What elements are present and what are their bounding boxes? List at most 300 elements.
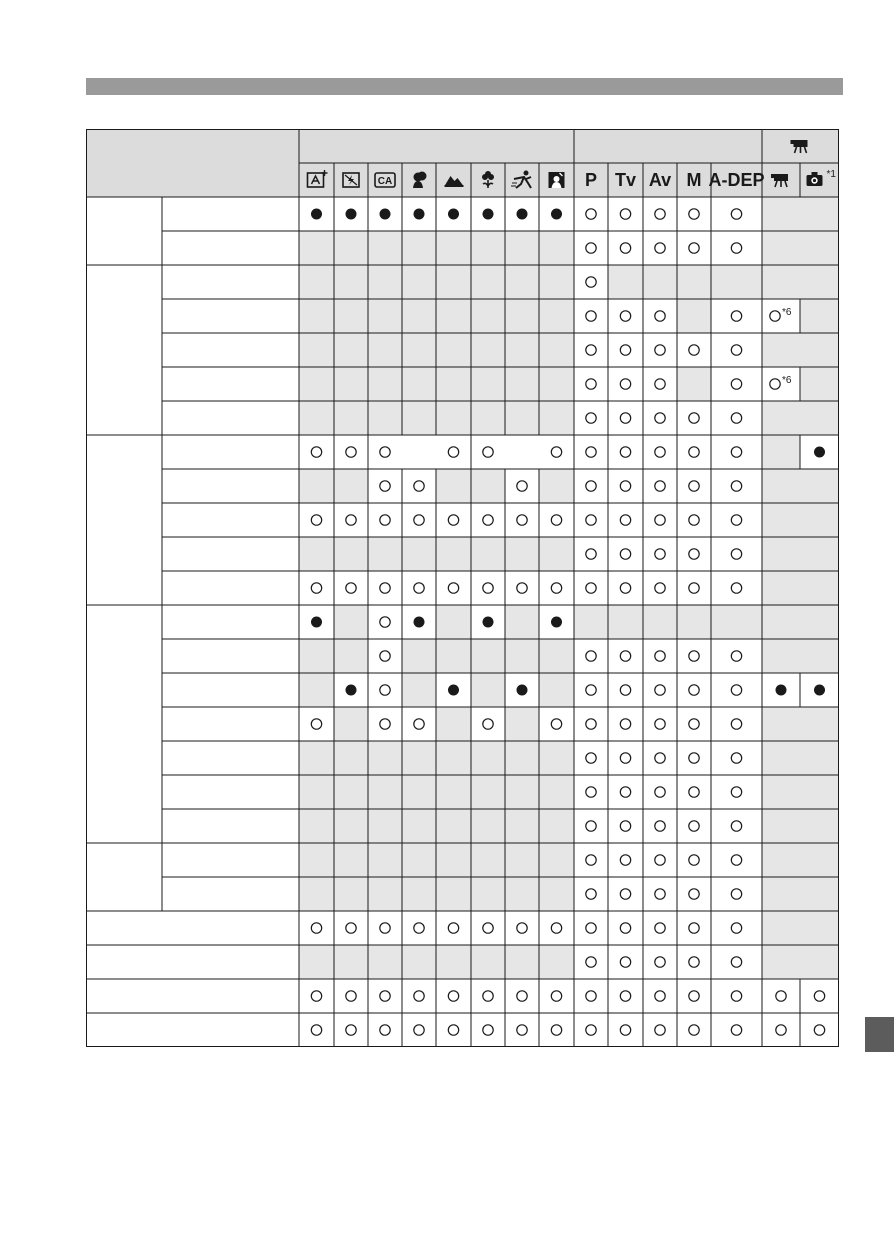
row-label-cell xyxy=(86,401,299,435)
chapter-index-tab xyxy=(865,1017,894,1052)
function-availability-table xyxy=(86,129,839,1047)
filled-circle-icon xyxy=(483,617,494,628)
table-cell xyxy=(368,809,402,843)
table-cell xyxy=(643,299,677,333)
table-cell xyxy=(762,197,839,231)
table-cell xyxy=(505,401,539,435)
table-cell xyxy=(505,231,539,265)
filled-circle-icon xyxy=(448,209,459,220)
table-cell xyxy=(711,469,762,503)
table-cell xyxy=(574,265,608,299)
table-cell xyxy=(574,741,608,775)
table-cell xyxy=(334,707,368,741)
table-cell xyxy=(368,537,402,571)
table-cell xyxy=(334,333,368,367)
table-cell xyxy=(368,673,402,707)
table-cell xyxy=(643,503,677,537)
table-cell xyxy=(334,537,368,571)
filled-circle-icon xyxy=(414,617,425,628)
table-cell xyxy=(299,673,334,707)
table-cell xyxy=(368,911,402,945)
table-cell xyxy=(436,265,471,299)
table-cell xyxy=(677,877,711,911)
table-cell xyxy=(643,945,677,979)
table-cell xyxy=(402,639,436,673)
table-cell xyxy=(436,775,471,809)
table-cell xyxy=(471,707,505,741)
row-label-cell xyxy=(86,537,299,571)
row-label-cell xyxy=(86,673,299,707)
table-cell xyxy=(574,299,608,333)
table-cell xyxy=(762,401,839,435)
table-cell xyxy=(471,843,505,877)
row-label-cell xyxy=(86,809,299,843)
table-cell xyxy=(574,503,608,537)
table-cell xyxy=(368,333,402,367)
filled-circle-icon xyxy=(380,209,391,220)
table-cell xyxy=(299,809,334,843)
table-cell xyxy=(299,775,334,809)
table-cell xyxy=(574,605,608,639)
mode-label-a-dep: A-DEP xyxy=(708,170,765,190)
night-portrait-icon xyxy=(549,172,565,188)
table-cell xyxy=(711,877,762,911)
row-label-cell xyxy=(86,571,299,605)
table-cell xyxy=(711,979,762,1013)
table-cell xyxy=(643,673,677,707)
table-cell xyxy=(608,469,643,503)
table-cell xyxy=(539,809,574,843)
table-cell xyxy=(762,367,800,401)
row-label-cell xyxy=(86,775,299,809)
table-cell xyxy=(299,435,334,469)
table-cell xyxy=(711,707,762,741)
table-cell xyxy=(505,741,539,775)
table-cell xyxy=(436,707,471,741)
table-cell xyxy=(711,809,762,843)
table-cell xyxy=(643,1013,677,1047)
row-label-cell xyxy=(86,435,299,469)
table-cell xyxy=(505,843,539,877)
table-cell xyxy=(402,571,436,605)
table-cell xyxy=(574,673,608,707)
table-cell xyxy=(436,299,471,333)
table-cell xyxy=(711,605,762,639)
table-cell xyxy=(539,469,574,503)
table-cell xyxy=(471,911,505,945)
table-cell xyxy=(608,333,643,367)
table-cell xyxy=(643,571,677,605)
table-cell xyxy=(299,945,334,979)
table-cell xyxy=(334,503,368,537)
table-cell xyxy=(608,877,643,911)
table-cell xyxy=(368,843,402,877)
row-label-cell xyxy=(86,197,299,231)
table-cell xyxy=(402,741,436,775)
filled-circle-icon xyxy=(483,209,494,220)
table-cell xyxy=(711,333,762,367)
table-cell xyxy=(608,1013,643,1047)
table-cell xyxy=(762,945,839,979)
table-cell xyxy=(299,639,334,673)
table-cell xyxy=(608,775,643,809)
table-cell xyxy=(436,911,471,945)
table-cell xyxy=(539,1013,574,1047)
table-cell xyxy=(402,435,436,469)
mode-label-tv: Tv xyxy=(614,170,637,190)
table-cell xyxy=(368,469,402,503)
table-cell xyxy=(539,639,574,673)
table-cell xyxy=(608,401,643,435)
footnote-mark: *6 xyxy=(782,307,792,318)
table-cell xyxy=(505,911,539,945)
row-label-cell xyxy=(86,945,299,979)
filled-circle-icon xyxy=(346,685,357,696)
table-cell xyxy=(505,469,539,503)
table-cell xyxy=(368,1013,402,1047)
table-cell xyxy=(334,843,368,877)
table-cell xyxy=(643,843,677,877)
table-cell xyxy=(608,673,643,707)
table-cell xyxy=(608,537,643,571)
table-cell xyxy=(402,673,436,707)
table-cell xyxy=(711,843,762,877)
table-cell xyxy=(608,435,643,469)
row-label-cell xyxy=(86,469,299,503)
table-cell xyxy=(402,299,436,333)
table-cell xyxy=(677,435,711,469)
table-cell xyxy=(471,503,505,537)
table-cell xyxy=(711,503,762,537)
table-cell xyxy=(539,911,574,945)
table-cell xyxy=(711,299,762,333)
filled-circle-icon xyxy=(311,209,322,220)
section-header-bar xyxy=(86,78,843,95)
table-cell xyxy=(402,401,436,435)
filled-circle-icon xyxy=(551,209,562,220)
mode-label-m: M xyxy=(686,170,702,190)
table-cell xyxy=(574,571,608,605)
table-cell xyxy=(677,367,711,401)
table-cell xyxy=(436,367,471,401)
table-cell xyxy=(334,979,368,1013)
table-cell xyxy=(677,469,711,503)
table-cell xyxy=(608,605,643,639)
filled-circle-icon xyxy=(776,685,787,696)
table-cell xyxy=(368,775,402,809)
table-cell xyxy=(762,1013,800,1047)
table-cell xyxy=(505,299,539,333)
table-cell xyxy=(402,877,436,911)
table-cell xyxy=(711,571,762,605)
table-cell xyxy=(334,809,368,843)
table-cell xyxy=(505,537,539,571)
row-label-cell xyxy=(86,639,299,673)
table-cell xyxy=(677,809,711,843)
table-cell xyxy=(539,775,574,809)
table-cell xyxy=(402,911,436,945)
filled-circle-icon xyxy=(346,209,357,220)
table-cell xyxy=(368,265,402,299)
table-cell xyxy=(471,809,505,843)
table-cell xyxy=(471,979,505,1013)
table-cell xyxy=(677,537,711,571)
table-cell xyxy=(574,197,608,231)
table-cell xyxy=(539,265,574,299)
table-cell xyxy=(608,197,643,231)
table-cell xyxy=(762,979,800,1013)
table-cell xyxy=(677,843,711,877)
table-cell xyxy=(762,877,839,911)
table-cell xyxy=(368,299,402,333)
row-label-cell xyxy=(86,605,299,639)
table-cell xyxy=(334,775,368,809)
row-label-cell xyxy=(86,367,299,401)
table-cell xyxy=(334,299,368,333)
table-cell xyxy=(505,639,539,673)
table-cell xyxy=(299,333,334,367)
table-cell xyxy=(368,503,402,537)
table-cell xyxy=(762,333,839,367)
table-cell xyxy=(800,299,839,333)
table-cell xyxy=(677,231,711,265)
table-cell xyxy=(574,231,608,265)
table-cell xyxy=(299,707,334,741)
table-cell xyxy=(471,571,505,605)
table-cell xyxy=(643,469,677,503)
row-label-cell xyxy=(86,265,299,299)
table-cell xyxy=(539,401,574,435)
table-cell xyxy=(505,367,539,401)
table-cell xyxy=(334,605,368,639)
table-cell xyxy=(299,231,334,265)
table-cell xyxy=(711,911,762,945)
table-cell xyxy=(539,877,574,911)
table-cell xyxy=(539,945,574,979)
table-cell xyxy=(299,469,334,503)
table-cell xyxy=(436,503,471,537)
table-cell xyxy=(402,775,436,809)
table-cell xyxy=(368,401,402,435)
table-cell xyxy=(471,367,505,401)
table-cell xyxy=(436,877,471,911)
table-cell xyxy=(402,333,436,367)
table-cell xyxy=(505,979,539,1013)
table-cell xyxy=(574,469,608,503)
table-cell xyxy=(677,945,711,979)
table-cell xyxy=(368,707,402,741)
table-cell xyxy=(608,979,643,1013)
table-cell xyxy=(368,367,402,401)
table-cell xyxy=(402,367,436,401)
table-cell xyxy=(677,911,711,945)
table-cell xyxy=(574,537,608,571)
table-cell xyxy=(643,231,677,265)
table-cell xyxy=(334,401,368,435)
table-cell xyxy=(677,707,711,741)
table-cell xyxy=(471,231,505,265)
table-cell xyxy=(505,707,539,741)
table-cell xyxy=(643,435,677,469)
filled-circle-icon xyxy=(517,685,528,696)
table-cell xyxy=(539,231,574,265)
table-cell xyxy=(505,809,539,843)
table-cell xyxy=(368,741,402,775)
table-cell xyxy=(299,979,334,1013)
table-cell xyxy=(436,1013,471,1047)
table-cell xyxy=(643,877,677,911)
table-cell xyxy=(800,979,839,1013)
row-label-cell xyxy=(86,503,299,537)
table-cell xyxy=(643,605,677,639)
table-cell xyxy=(299,265,334,299)
table-cell xyxy=(643,911,677,945)
table-cell xyxy=(505,333,539,367)
table-cell xyxy=(436,571,471,605)
table-cell xyxy=(334,877,368,911)
table-cell xyxy=(574,1013,608,1047)
table-cell xyxy=(299,401,334,435)
table-cell xyxy=(574,877,608,911)
table-cell xyxy=(762,265,839,299)
table-cell xyxy=(402,1013,436,1047)
row-label-cell xyxy=(86,299,299,333)
table-cell xyxy=(762,469,839,503)
table-cell xyxy=(762,707,839,741)
table-cell xyxy=(539,673,574,707)
table-cell xyxy=(505,435,539,469)
table-cell xyxy=(677,1013,711,1047)
table-cell xyxy=(505,775,539,809)
table-cell xyxy=(402,469,436,503)
table-cell xyxy=(608,639,643,673)
table-cell xyxy=(471,945,505,979)
table-cell xyxy=(299,299,334,333)
table-cell xyxy=(711,435,762,469)
table-cell xyxy=(471,877,505,911)
table-cell xyxy=(334,571,368,605)
row-label-cell xyxy=(86,231,299,265)
table-cell xyxy=(368,435,402,469)
table-cell xyxy=(539,741,574,775)
function-table-grid xyxy=(86,129,839,1047)
table-cell xyxy=(505,503,539,537)
table-cell xyxy=(762,775,839,809)
filled-circle-icon xyxy=(517,209,528,220)
table-cell xyxy=(334,265,368,299)
table-cell xyxy=(711,537,762,571)
table-cell xyxy=(402,945,436,979)
table-cell xyxy=(334,911,368,945)
table-cell xyxy=(762,571,839,605)
table-cell xyxy=(368,605,402,639)
table-cell xyxy=(539,571,574,605)
table-cell xyxy=(643,639,677,673)
table-cell xyxy=(539,367,574,401)
table-cell xyxy=(471,435,505,469)
table-cell xyxy=(677,673,711,707)
table-cell xyxy=(608,571,643,605)
table-cell xyxy=(402,809,436,843)
row-label-cell xyxy=(86,741,299,775)
table-cell xyxy=(574,945,608,979)
table-cell xyxy=(711,367,762,401)
table-cell xyxy=(762,231,839,265)
table-cell xyxy=(677,333,711,367)
svg-text:CA: CA xyxy=(377,176,393,187)
table-cell xyxy=(505,945,539,979)
table-cell xyxy=(299,503,334,537)
table-cell xyxy=(574,333,608,367)
table-cell xyxy=(299,537,334,571)
table-cell xyxy=(436,843,471,877)
filled-circle-icon xyxy=(311,617,322,628)
table-cell xyxy=(643,707,677,741)
table-cell xyxy=(299,911,334,945)
table-cell xyxy=(800,367,839,401)
row-label-cell xyxy=(86,707,299,741)
table-cell xyxy=(539,707,574,741)
table-cell xyxy=(368,945,402,979)
footnote-mark: *6 xyxy=(782,375,792,386)
row-label-cell xyxy=(86,333,299,367)
table-cell xyxy=(402,231,436,265)
table-cell xyxy=(436,231,471,265)
table-cell xyxy=(643,401,677,435)
table-cell xyxy=(677,299,711,333)
table-cell xyxy=(436,605,471,639)
table-cell xyxy=(800,1013,839,1047)
table-cell xyxy=(539,333,574,367)
table-cell xyxy=(711,265,762,299)
table-cell xyxy=(677,401,711,435)
table-cell xyxy=(643,197,677,231)
table-cell xyxy=(471,265,505,299)
table-cell xyxy=(436,639,471,673)
table-cell xyxy=(436,741,471,775)
mode-label-p: P xyxy=(584,170,598,190)
table-cell xyxy=(574,367,608,401)
table-cell xyxy=(471,333,505,367)
table-cell xyxy=(471,775,505,809)
table-cell xyxy=(368,877,402,911)
mode-label-av: Av xyxy=(648,170,672,190)
table-cell xyxy=(643,537,677,571)
table-cell xyxy=(608,231,643,265)
table-cell xyxy=(608,299,643,333)
filled-circle-icon xyxy=(814,685,825,696)
table-cell xyxy=(643,333,677,367)
table-cell xyxy=(608,945,643,979)
row-label-cell xyxy=(86,911,299,945)
table-cell xyxy=(436,537,471,571)
table-cell xyxy=(402,265,436,299)
table-cell xyxy=(402,843,436,877)
table-cell xyxy=(608,911,643,945)
table-cell xyxy=(402,707,436,741)
row-label-cell xyxy=(86,843,299,877)
table-cell xyxy=(711,401,762,435)
table-cell xyxy=(299,1013,334,1047)
table-cell xyxy=(334,367,368,401)
table-cell xyxy=(539,299,574,333)
table-cell xyxy=(677,775,711,809)
table-cell xyxy=(677,265,711,299)
table-cell xyxy=(762,299,800,333)
table-cell xyxy=(608,707,643,741)
table-cell xyxy=(539,503,574,537)
table-cell xyxy=(711,639,762,673)
